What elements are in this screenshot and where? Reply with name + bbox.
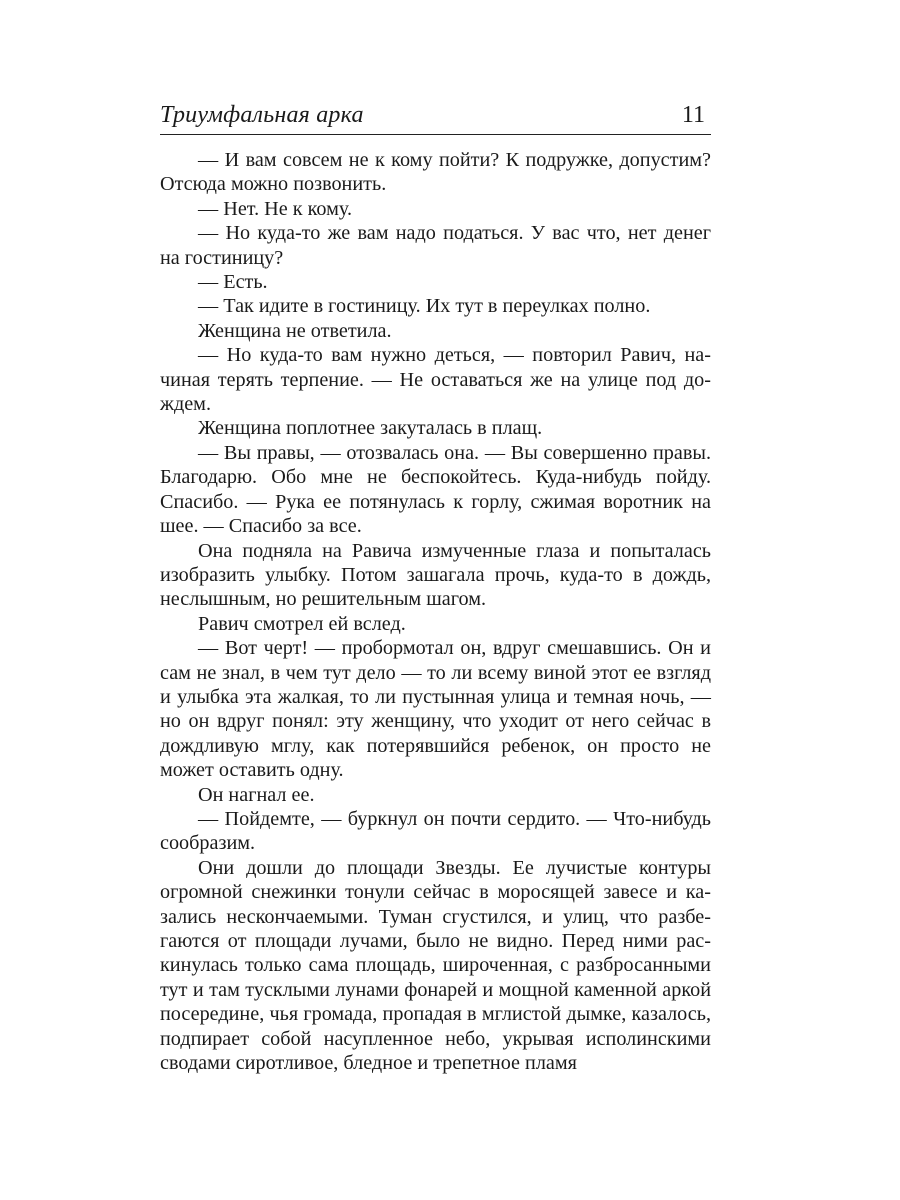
paragraph: Женщина поплотнее закуталась в плащ. [198,417,543,440]
book-title: Триумфальная арка [160,102,364,128]
paragraph: — Но куда-то вам нужно деться, — повторил Равич, начиная терять терпение. — Не оставаться же на улице под дождем. [160,344,711,416]
paragraph: — Нет. Не к кому. [198,197,352,220]
paragraph: — Есть. [198,271,268,294]
body-text [160,148,711,1075]
paragraph: Равич смотрел ей вслед. [198,612,406,635]
paragraph: — Пойдемте, — буркнул он почти сердито. — Что-нибудь сообразим. [160,807,711,855]
paragraph: — Вы правы, — отозвалась она. — Вы совершенно правы. Благодарю. Обо мне не беспокойтесь. Куда-нибудь пойду. Спасибо. — Рука ее потянулась к горлу, сжимая воротник на шее. — Спасибо за все. [160,441,711,538]
paragraph: — Но куда-то же вам надо податься. У вас что, нет денег на гостиницу? [160,222,711,269]
paragraph: Он нагнал ее. [198,783,315,806]
page-number: 11 [681,102,705,128]
running-header [160,100,711,135]
paragraph: Они дошли до площади Звезды. Ее лучистые контуры огромной снежинки тонули сейчас в моросящей завесе и казались нескончаемыми. Туман сгустился, и улиц, что разбегаются от площади лучами, было не видно. Перед ними раскинулась только сама площадь, широченная, с разбросанными тут и там тусклыми лунами фонарей и мощной каменной аркой посередине, чья громада, пропадая в мглистой дымке, казалось, подпирает собой насупленное небо, укрывая исполинскими сводами сиротливое, бледное и трепетное пламя [160,856,711,1075]
paragraph: Женщина не ответила. [198,319,392,342]
paragraph: — Вот черт! — пробормотал он, вдруг смешавшись. Он и сам не знал, в чем тут дело — то ли всему виной этот ее взгляд и улыбка эта жалкая, то ли пустынная улица и темная ночь, — но он вдруг понял: эту женщину, что уходит от него сейчас в дождливую мглу, как потерявшийся ребенок, он просто не может оставить одну. [160,637,711,782]
paragraph: — Так идите в гостиницу. Их тут в переулках полно. [198,295,651,318]
paragraph: — И вам совсем не к кому пойти? К подружке, допустим? Отсюда можно позвонить. [160,149,711,196]
paragraph: Она подняла на Равича измученные глаза и попыталась изобразить улыбку. Потом зашагала прочь, куда-то в дождь, неслышным, но решительным шагом. [160,539,711,611]
